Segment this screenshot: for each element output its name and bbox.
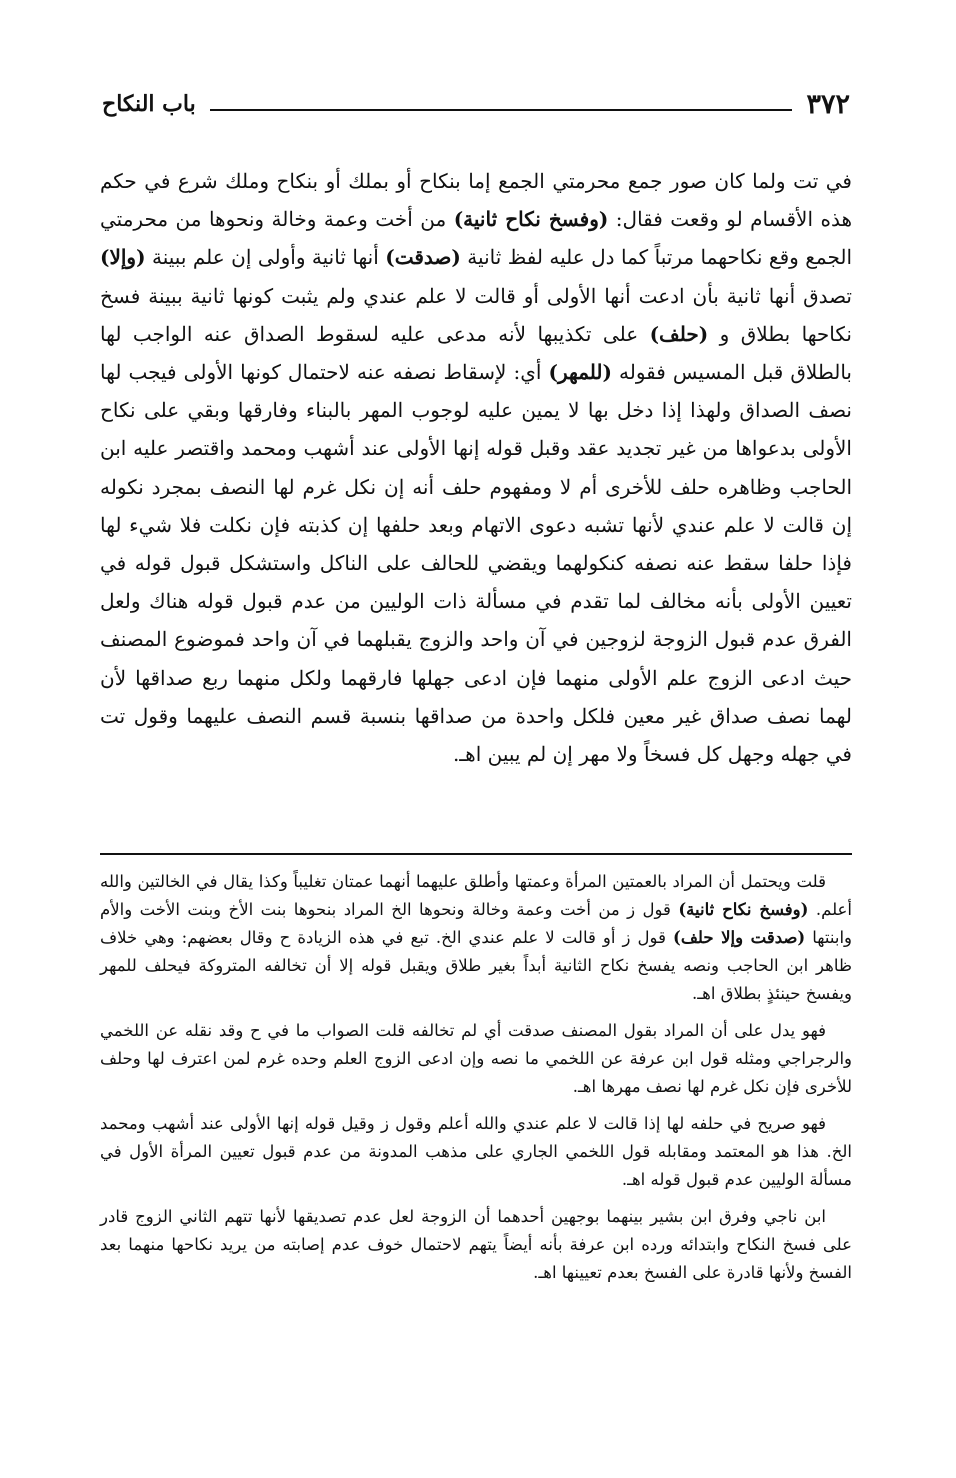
bold-term: (صدقت)	[385, 245, 461, 270]
text-segment: تصدق أنها ثانية بأن ادعت أنها الأولى أو قالت لا علم عندي ولم يثبت كونها ثانية ببينة فسخ نكاحها بطلاق و	[100, 283, 852, 346]
bold-term: (صدقت وإلا حلف)	[673, 928, 806, 947]
text-segment: قلت ويحتمل أن المراد بالعمتين المرأة وعمتها وأطلق عليهما أنهما عمتان تغليباً وكذا يقال في الخالتين والله أعلم.	[100, 872, 852, 919]
footnote-paragraph-3: فهو صريح في حلفه لها إذا قالت لا علم عندي والله أعلم وقول ز وقيل قوله إنها الأولى عند أشهب ومحمد الخ. هذا هو المعتمد ومقابله قول اللخمي الجاري على مذهب المدونة من عدم قبول تعيين المرأة الأول في مسألة الوليين عدم قبول قوله اهـ.	[100, 1114, 852, 1189]
main-paragraph	[100, 162, 852, 773]
main-text	[100, 162, 852, 773]
bold-term: (وفسخ نكاح ثانية)	[678, 900, 809, 919]
text-segment: أنها ثانية وأولى إن علم ببينة	[145, 245, 386, 270]
footnote-paragraph-1	[100, 868, 852, 1008]
header-rule	[210, 109, 793, 111]
footnotes	[100, 868, 852, 1296]
bold-term: (وفسخ نكاح ثانية)	[453, 207, 609, 232]
text-segment: في تت ولما كان صور جمع محرمتي الجمع إما بنكاح أو بملك أو بنكاح وملك شرع في حكم هذه الأقسام لو وقعت فقال:	[100, 169, 852, 232]
text-segment: من أخت وعمة وخالة ونحوها من محرمتي الجمع وقع نكاحهما مرتباً كما دل عليه لفظ ثانية	[100, 207, 853, 270]
text-segment: قول ز أو قالت لا علم عندي الخ. تبع في هذه الزيادة ح وقال بعضهم: وهي خلاف ظاهر ابن الحاجب ونصه يفسخ نكاح الثانية أبداً بغير طلاق ويقبل قوله إلا أن تخالفه المتروكة فيحلف للمهر ويفسخ حينئذٍ بطلاق اهـ.	[100, 928, 852, 1003]
page-number: ٣٧٢	[806, 88, 850, 120]
bold-term: (وإلا)	[100, 245, 146, 270]
page-header	[102, 84, 850, 124]
text-segment: على تكذيبها لأنه مدعى عليه لسقوط الصداق عنه الواجب لها بالطلاق قبل المسيس فقوله	[100, 321, 852, 385]
text-segment: قول ز من أخت وعمة وخالة ونحوها الخ المراد بنحوها بنت الأخ وبنت الأخت والأم وابنتها	[100, 900, 852, 947]
footnote-paragraph-4: ابن ناجي وفرق ابن بشير بينهما بوجهين أحدهما أن الزوجة لعل عدم تصديقها لأنها تتهم الثاني الزوج قادر على فسخ النكاح وابتدائه ورده ابن عرفة بأنه أيضاً يتهم لاحتمال خوف عدم إصابته من يريد نكاحها منهما بعد الفسخ ولأنها قادرة على الفسخ بعدم تعيينها اهـ.	[100, 1207, 852, 1282]
footnote-separator	[100, 853, 852, 855]
chapter-title: باب النكاح	[102, 91, 196, 117]
text-segment: أي: لإسقاط نصفه عنه لاحتمال كونها الأولى فيجب لها نصف الصداق ولهذا إذا دخل بها لا يمين عليه لوجوب المهر بالبناء وفارقها وبقي على نكاح الأولى بدعواها من غير تجديد عقد وقبل قوله إنها الأولى عند أشهب ومحمد واقتصر عليه ابن الحاجب وظاهره حلف للأخرى أم لا ومفهوم حلف أنه إن نكل غرم لها النصف بمجرد نكوله إن قالت لا علم عندي لأنها تشبه دعوى الاتهام وبعد حلفها إن كذبته فإن نكلت فلا شيء لها فإذا حلفا سقط عنه نصفه كنكولهما ويقضي للحالف على الناكل واستشكل قبول قوله في تعيين الأولى بأنه مخالف لما تقدم في مسألة ذات الوليين من عدم قبول قوله هناك ولعل الفرق عدم قبول الزوجة لزوجين في آن واحد والزوج يقبلهما في آن واحد فموضوع المصنف حيث ادعى الزوج علم الأولى منهما فإن ادعى جهلها فارقهما ولكل منهما ربع صداقها لأن لهما نصف صداق غير معين فلكل واحدة من صداقها بنسبة قسم النصف عليهما وقول تت في جهله وجهل كل فسخاً ولا مهر إن لم يبين اهـ.	[100, 360, 852, 767]
footnote-paragraph-2: فهو يدل على أن المراد بقول المصنف صدقت أي لم تخالفه قلت الصواب ما في ح وقد نقله عن اللخمي والرجراجي ومثله قول ابن عرفة عن اللخمي ما نصه وإن ادعى الزوج العلم وحده غرم لمن اعترف لها وحلف للأخرى فإن نكل غرم لها نصف مهرها اهـ.	[100, 1021, 852, 1096]
bold-term: (حلف)	[649, 321, 709, 346]
bold-term: (للمهر)	[548, 360, 612, 385]
